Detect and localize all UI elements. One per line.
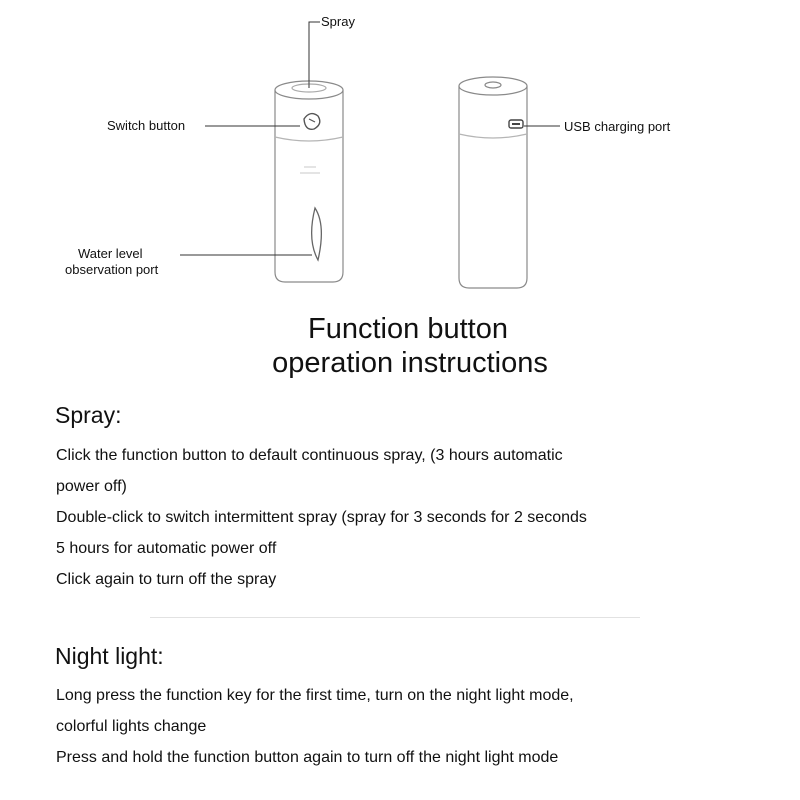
switch-button-label: Switch button [107,118,186,133]
product-diagram [0,0,800,300]
leader-lines [180,22,560,255]
instruction-line: power off) [56,478,127,495]
spray-instructions [56,440,587,595]
instruction-line: colorful lights change [56,718,207,735]
water-level-window-icon [312,208,322,260]
spray-label: Spray [321,14,355,29]
instruction-line: Click the function button to default continuous spray, (3 hours automatic [56,447,563,464]
instruction-line: Long press the function key for the first time, turn on the night light mode, [56,687,574,704]
instruction-line: Press and hold the function button again to turn off the night light mode [56,749,559,766]
night-light-section-heading: Night light: [55,643,164,669]
section-divider [150,617,640,618]
page-title-line2: operation instructions [272,347,548,379]
instruction-line: 5 hours for automatic power off [56,540,277,557]
spray-section-heading: Spray: [55,402,122,428]
switch-button-icon [304,114,320,130]
water-level-label-line2: observation port [65,262,159,277]
humidifier-back-view [459,77,527,288]
instruction-line: Click again to turn off the spray [56,571,277,588]
page-title-line1: Function button [308,313,508,345]
usb-port-icon [509,120,523,128]
humidifier-front-view [275,81,343,282]
instruction-line: Double-click to switch intermittent spray (spray for 3 seconds for 2 seconds [56,509,587,526]
night-light-instructions [56,680,574,773]
usb-port-label: USB charging port [564,119,671,134]
water-level-label-line1: Water level [78,246,143,261]
